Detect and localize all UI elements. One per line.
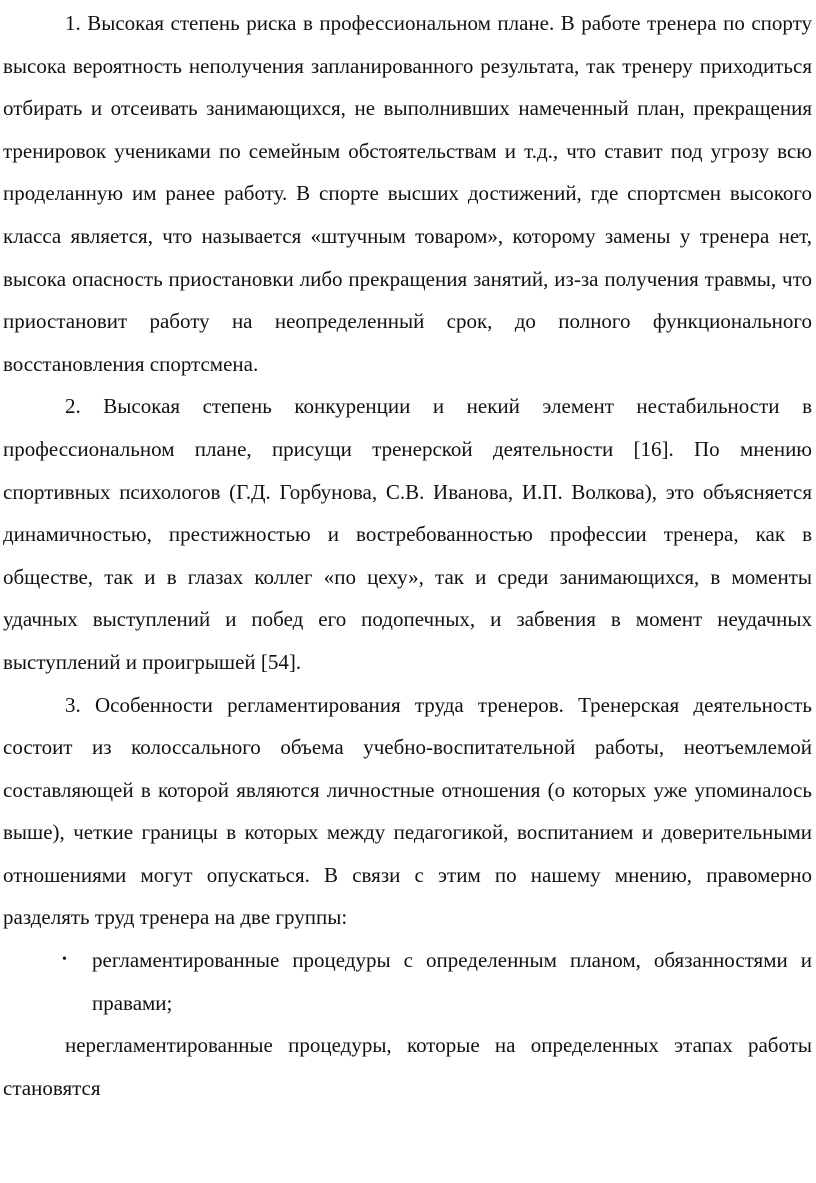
paragraph-competition: 2. Высокая степень конкуренции и некий элемент нестабильности в профессиональном плане, присущи тренерской деятельности [16]. По мнению спортивных психологов (Г.Д. Горбунова, С.В. Иванова, И.П. Волкова), это объясняется динамичностью, престижностью и востребованностью профессии тренера, как в обществе, так и в глазах коллег «по цеху», так и среди занимающихся, в моменты удачных выступлений и побед его подопечных, и забвения в момент неудачных выступлений и проигрышей [54].: [3, 394, 812, 674]
paragraph-regulation: 3. Особенности регламентирования труда тренеров. Тренерская деятельность состоит из колоссального объема учебно-воспитательной работы, неотъемлемой составляющей в которой являются личностные отношения (о которых уже упоминалось выше), четкие границы в которых между педагогикой, воспитанием и доверительными отношениями могут опускаться. В связи с этим по нашему мнению, правомерно разделять труд тренера на две группы:: [3, 692, 812, 930]
bullet-icon: •: [62, 952, 67, 968]
paragraph-unregulated: нерегламентированные процедуры, которые на определенных этапах работы становятся: [3, 1033, 812, 1100]
list-item: [0, 939, 816, 1024]
bullet-list: [0, 939, 816, 1024]
paragraph-risk: 1. Высокая степень риска в профессиональном плане. В работе тренера по спорту высока вероятность неполучения запланированного результата, так тренеру приходиться отбирать и отсеивать занимающихся, не выполнивших намеченный план, прекращения тренировок учениками по семейным обстоятельствам и т.д., что ставит под угрозу всю проделанную им ранее работу. В спорте высших достижений, где спортсмен высокого класса является, что называется «штучным товаром», которому замены у тренера нет, высока опасность приостановки либо прекращения занятий, из-за получения травмы, что приостановит работу на неопределенный срок, до полного функционального восстановления спортсмена.: [3, 11, 812, 376]
list-item-text: регламентированные процедуры с определенным планом, обязанностями и правами;: [92, 948, 812, 1015]
